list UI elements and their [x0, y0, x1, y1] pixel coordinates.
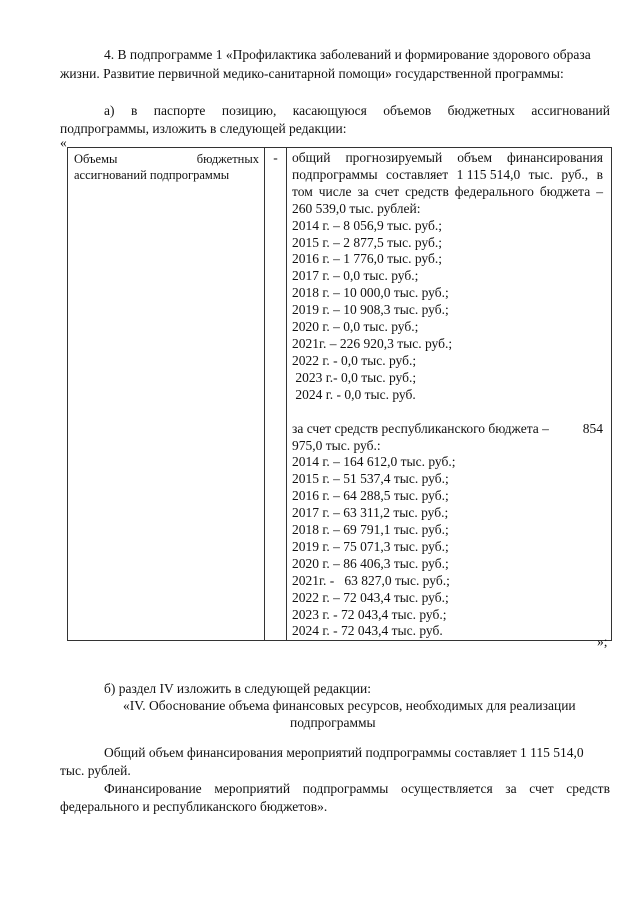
word: общий	[292, 150, 331, 165]
federal-heading-line	[292, 184, 603, 201]
word: составляет	[386, 166, 449, 182]
republic-year-item: 2014 г. – 164 612,0 тыс. руб.;	[292, 454, 456, 470]
federal-year-item: 2021г. – 226 920,3 тыс. руб.;	[292, 335, 453, 351]
word: позицию,	[221, 103, 277, 118]
dash: -	[273, 150, 278, 165]
federal-year-item: 2024 г. - 0,0 тыс. руб.	[292, 386, 416, 402]
republic-year-item: 2016 г. – 64 288,5 тыс. руб.;	[292, 488, 449, 504]
republic-heading-text: за счет средств республиканского бюджета –	[292, 420, 549, 436]
word: счет	[529, 781, 554, 796]
word: финансирования	[507, 150, 603, 165]
word: касающуюся	[292, 103, 367, 118]
republic-heading-amount: 854	[582, 420, 603, 436]
label-word: бюджетных	[196, 152, 259, 166]
word: бюджета	[539, 183, 591, 199]
republic-year-item: 2017 г. – 63 311,2 тыс. руб.;	[292, 505, 449, 521]
passport-row	[68, 148, 612, 641]
federal-year-item: 2022 г. - 0,0 тыс. руб.;	[292, 352, 417, 368]
republic-year-item: 2015 г. – 51 537,4 тыс. руб.;	[292, 471, 449, 487]
word: средств	[566, 781, 610, 796]
intro-line-1: 4. В подпрограмме 1 «Профилактика заболеваний и формирование здорового образа	[104, 47, 591, 62]
republic-year-item: 2021г. - 63 827,0 тыс. руб.;	[292, 572, 450, 588]
republic-year-item: 2020 г. – 86 406,3 тыс. руб.;	[292, 555, 449, 571]
value-cell	[287, 148, 612, 641]
final-p1-line-2: тыс. рублей.	[60, 763, 131, 778]
label-word: Объемы	[74, 152, 118, 166]
paragraph-a-line-1	[104, 102, 610, 119]
federal-year-item: 2014 г. – 8 056,9 тыс. руб.;	[292, 217, 442, 233]
federal-heading	[292, 150, 603, 201]
section-heading-line-1: «IV. Обоснование объема финансовых ресурсов, необходимых для реализации	[123, 698, 576, 713]
word: счет	[374, 183, 400, 199]
federal-heading-line	[292, 167, 603, 184]
word: числе	[318, 183, 352, 199]
passport-table	[67, 147, 612, 641]
federal-year-item: 2017 г. – 0,0 тыс. руб.;	[292, 268, 419, 284]
word: тыс.	[528, 166, 553, 182]
federal-total: 260 539,0 тыс. рублей:	[292, 200, 421, 216]
federal-year-item: 2018 г. – 10 000,0 тыс. руб.;	[292, 285, 449, 301]
word: паспорте	[153, 103, 206, 118]
word: объемов	[383, 103, 432, 118]
republic-year-item: 2019 г. – 75 071,3 тыс. руб.;	[292, 538, 449, 554]
section-heading-line-2: подпрограммы	[290, 715, 376, 730]
paragraph-a-line-2: подпрограммы, изложить в следующей редакции:	[60, 121, 347, 136]
federal-year-item: 2020 г. – 0,0 тыс. руб.;	[292, 319, 419, 335]
republic-year-item: 2023 г. - 72 043,4 тыс. руб.;	[292, 606, 447, 622]
word: мероприятий	[214, 781, 291, 796]
republic-total: 975,0 тыс. руб.:	[292, 437, 381, 453]
federal-heading-line	[292, 150, 603, 167]
word: осуществляется	[400, 781, 493, 796]
word: объем	[457, 150, 493, 165]
federal-year-item: 2016 г. – 1 776,0 тыс. руб.;	[292, 251, 442, 267]
opening-quote: «	[60, 135, 67, 150]
federal-year-item: 2023 г.- 0,0 тыс. руб.;	[292, 369, 417, 385]
word: в	[596, 166, 603, 182]
republic-heading	[292, 421, 603, 438]
federal-year-item: 2019 г. – 10 908,3 тыс. руб.;	[292, 302, 449, 318]
word: подпрограммы	[292, 166, 378, 182]
republic-year-item: 2018 г. – 69 791,1 тыс. руб.;	[292, 522, 449, 538]
word: подпрограммы	[302, 781, 389, 796]
word: Финансирование	[104, 781, 202, 796]
word: 1 115 514,0	[456, 166, 521, 182]
federal-year-item: 2015 г. – 2 877,5 тыс. руб.;	[292, 234, 442, 250]
word: руб.,	[561, 166, 589, 182]
paragraph-b-line-1: б) раздел IV изложить в следующей редакции:	[104, 681, 372, 696]
word: –	[596, 183, 603, 199]
republic-year-item: 2022 г. – 72 043,4 тыс. руб.;	[292, 589, 449, 605]
republic-year-item: 2024 г. - 72 043,4 тыс. руб.	[292, 623, 443, 639]
word: за	[357, 183, 369, 199]
word: федерального	[454, 183, 534, 199]
dash-cell	[265, 148, 287, 641]
closing-quote: »;	[597, 634, 608, 649]
word: прогнозируемый	[345, 150, 443, 165]
label-line-1	[74, 151, 259, 167]
word: том	[292, 183, 313, 199]
final-p2-line-1	[104, 780, 610, 797]
label-cell	[68, 148, 265, 641]
label-line-2: ассигнований подпрограммы	[74, 168, 230, 182]
word: за	[505, 781, 517, 796]
federal-years-list	[292, 218, 603, 404]
word: а)	[104, 103, 115, 118]
word: ассигнований	[531, 103, 610, 118]
final-p2-line-2: федерального и республиканского бюджетов».	[60, 799, 328, 814]
word: средств	[405, 183, 449, 199]
intro-line-2: жизни. Развитие первичной медико-санитарной помощи» государственной программы:	[60, 66, 564, 81]
word: в	[130, 103, 138, 118]
word: бюджетных	[447, 103, 515, 118]
republic-years-list	[292, 454, 603, 640]
final-p1-line-1: Общий объем финансирования мероприятий подпрограммы составляет 1 115 514,0	[104, 745, 584, 760]
